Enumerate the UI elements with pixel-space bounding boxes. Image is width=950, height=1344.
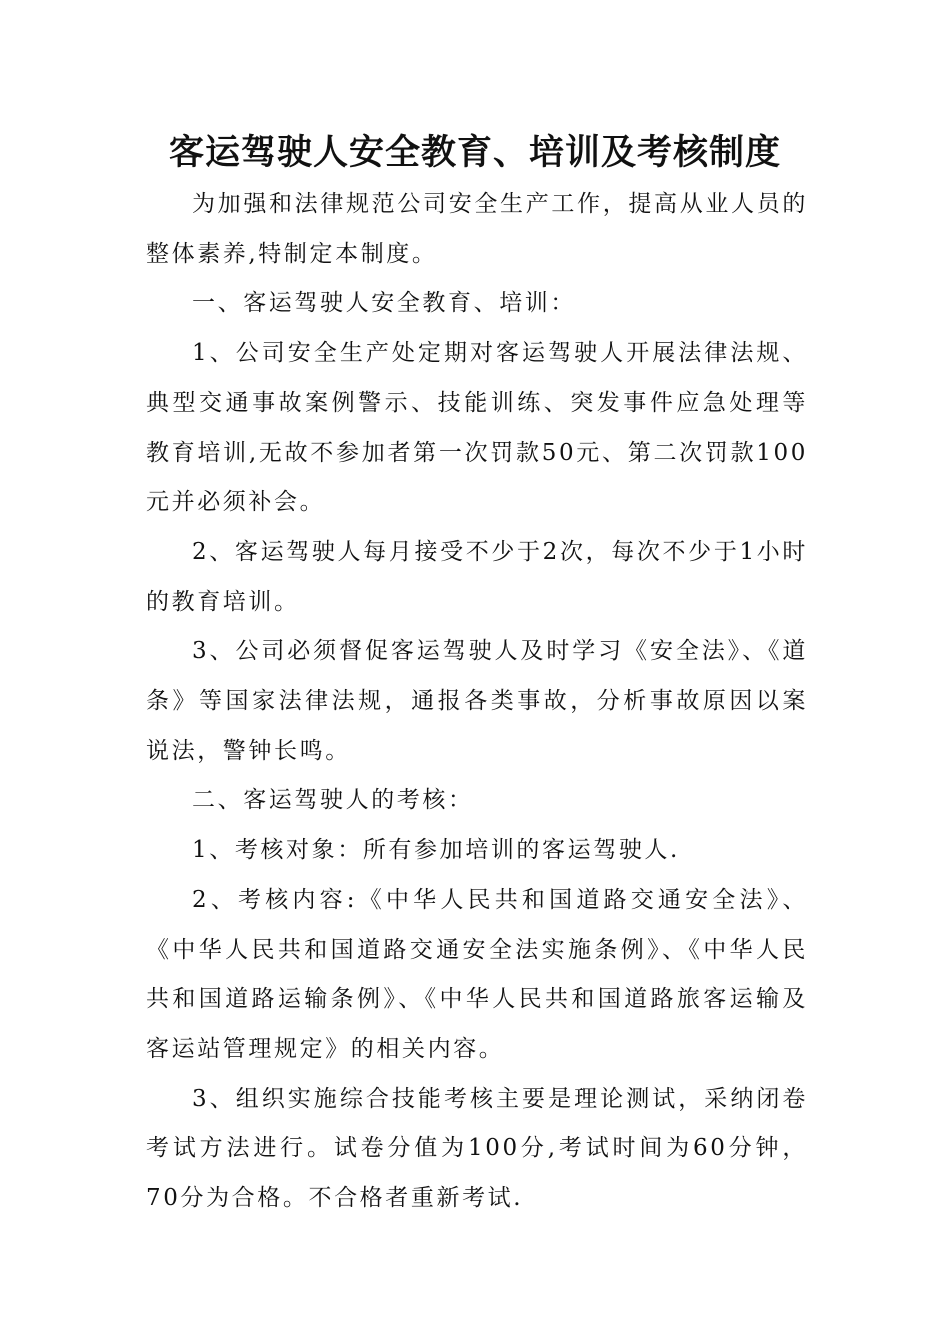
assessment-item-1: 1、考核对象：所有参加培训的客运驾驶人. (192, 837, 680, 864)
training-item-3: 3、公司必须督促客运驾驶人及时学习《安全法》、《道条》等国家法律法规，通报各类事故，分析事故原因以案说法，警钟长鸣。 (146, 638, 808, 764)
intro-paragraph: 为加强和法律规范公司安全生产工作，提高从业人员的整体素养,特制定本制度。 (146, 191, 808, 267)
training-item-1: 1、公司安全生产处定期对客运驾驶人开展法律法规、典型交通事故案例警示、技能训练、突发事件应急处理等教育培训,无故不参加者第一次罚款50元、第二次罚款100元并必须补会。 (146, 340, 808, 516)
training-item-2: 2、客运驾驶人每月接受不少于2次，每次不少于1小时的教育培训。 (146, 538, 808, 615)
assessment-item-2: 2、考核内容:《中华人民共和国道路交通安全法》、《中华人民共和国道路交通安全法实施条例》、《中华人民共和国道路运输条例》、《中华人民共和国道路旅客运输及客运站管理规定》的相关内容。 (146, 886, 808, 1062)
section-heading-assessment: 二、客运驾驶人的考核： (192, 787, 474, 814)
document-title: 客运驾驶人安全教育、培训及考核制度 (168, 132, 781, 173)
document-body (146, 180, 808, 1224)
assessment-item-3: 3、组织实施综合技能考核主要是理论测试，采纳闭卷考试方法进行。试卷分值为100分,考试时间为60分钟，70分为合格。不合格者重新考试. (146, 1085, 808, 1212)
section-heading-training: 一、客运驾驶人安全教育、培训： (192, 290, 576, 317)
